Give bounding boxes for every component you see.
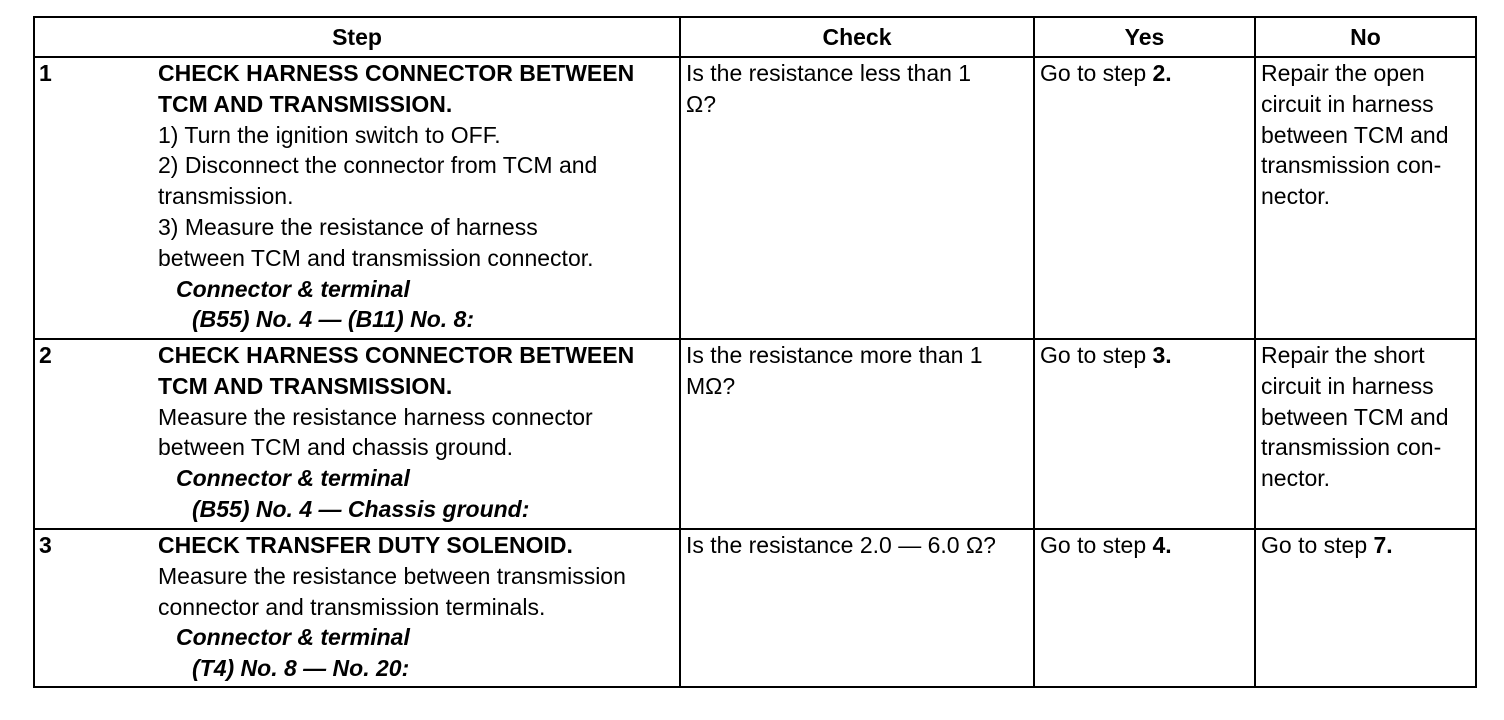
step-number: 3	[34, 529, 158, 687]
connector-label: Connector & terminal	[176, 465, 410, 492]
no-text: between TCM and	[1261, 121, 1449, 148]
no-cell	[1255, 57, 1476, 339]
check-text: Is the resistance 2.0 — 6.0 Ω?	[686, 532, 996, 558]
yes-text: Go to step	[1040, 342, 1153, 368]
yes-text: Go to step	[1040, 60, 1153, 86]
yes-text: Go to step	[1040, 532, 1153, 558]
step-instruction: 1) Turn the ignition switch to OFF.	[158, 121, 501, 148]
yes-cell	[1034, 339, 1255, 529]
step-instruction: between TCM and transmission connector.	[158, 244, 594, 271]
no-text: nector.	[1261, 465, 1331, 492]
no-step-ref: 7.	[1373, 532, 1393, 558]
no-cell	[1255, 339, 1476, 529]
step-instruction: transmission.	[158, 183, 294, 210]
table-row	[34, 339, 1476, 529]
step-instruction: Measure the resistance harness connector	[158, 403, 593, 430]
connector-label: Connector & terminal	[176, 275, 410, 302]
header-yes: Yes	[1034, 17, 1255, 57]
step-instruction: between TCM and chassis ground.	[158, 434, 513, 461]
yes-cell	[1034, 529, 1255, 687]
no-text: between TCM and	[1261, 403, 1449, 430]
step-title: CHECK HARNESS CONNECTOR BETWEEN	[158, 60, 635, 86]
no-text: circuit in harness	[1261, 90, 1434, 117]
no-text: nector.	[1261, 183, 1331, 210]
yes-cell	[1034, 57, 1255, 339]
diagnostic-table-container	[33, 16, 1477, 688]
step-title: CHECK TRANSFER DUTY SOLENOID.	[158, 532, 573, 558]
check-text: Is the resistance more than 1	[686, 342, 983, 368]
step-description	[158, 339, 680, 529]
no-text: Go to step	[1261, 532, 1374, 558]
header-step: Step	[34, 17, 680, 57]
check-text: MΩ?	[686, 372, 736, 399]
check-text: Ω?	[686, 90, 716, 117]
step-description	[158, 529, 680, 687]
table-row	[34, 57, 1476, 339]
no-text: Repair the open	[1261, 60, 1425, 86]
table-row	[34, 529, 1476, 687]
step-instruction: Measure the resistance between transmission	[158, 562, 626, 589]
check-text: Is the resistance less than 1	[686, 60, 972, 86]
step-instruction: 2) Disconnect the connector from TCM and	[158, 152, 598, 179]
step-description	[158, 57, 680, 339]
yes-step-ref: 2.	[1152, 60, 1172, 86]
connector-value: (B55) No. 4 — (B11) No. 8:	[192, 306, 474, 333]
no-cell	[1255, 529, 1476, 687]
check-cell	[680, 339, 1034, 529]
header-check: Check	[680, 17, 1034, 57]
no-text: transmission con-	[1261, 434, 1442, 461]
check-cell	[680, 529, 1034, 687]
step-title: TCM AND TRANSMISSION.	[158, 90, 453, 117]
header-row	[34, 17, 1476, 57]
no-text: transmission con-	[1261, 152, 1442, 179]
yes-step-ref: 4.	[1152, 532, 1172, 558]
step-instruction: connector and transmission terminals.	[158, 593, 546, 620]
no-text: circuit in harness	[1261, 372, 1434, 399]
connector-value: (B55) No. 4 — Chassis ground:	[192, 495, 530, 522]
yes-step-ref: 3.	[1152, 342, 1172, 368]
step-title: TCM AND TRANSMISSION.	[158, 372, 453, 399]
header-no: No	[1255, 17, 1476, 57]
no-text: Repair the short	[1261, 342, 1425, 368]
step-number: 2	[34, 339, 158, 529]
step-instruction: 3) Measure the resistance of harness	[158, 213, 538, 240]
step-title: CHECK HARNESS CONNECTOR BETWEEN	[158, 342, 635, 368]
check-cell	[680, 57, 1034, 339]
connector-value: (T4) No. 8 — No. 20:	[192, 655, 410, 682]
step-number: 1	[34, 57, 158, 339]
connector-label: Connector & terminal	[176, 624, 410, 651]
diagnostic-table	[33, 16, 1477, 688]
